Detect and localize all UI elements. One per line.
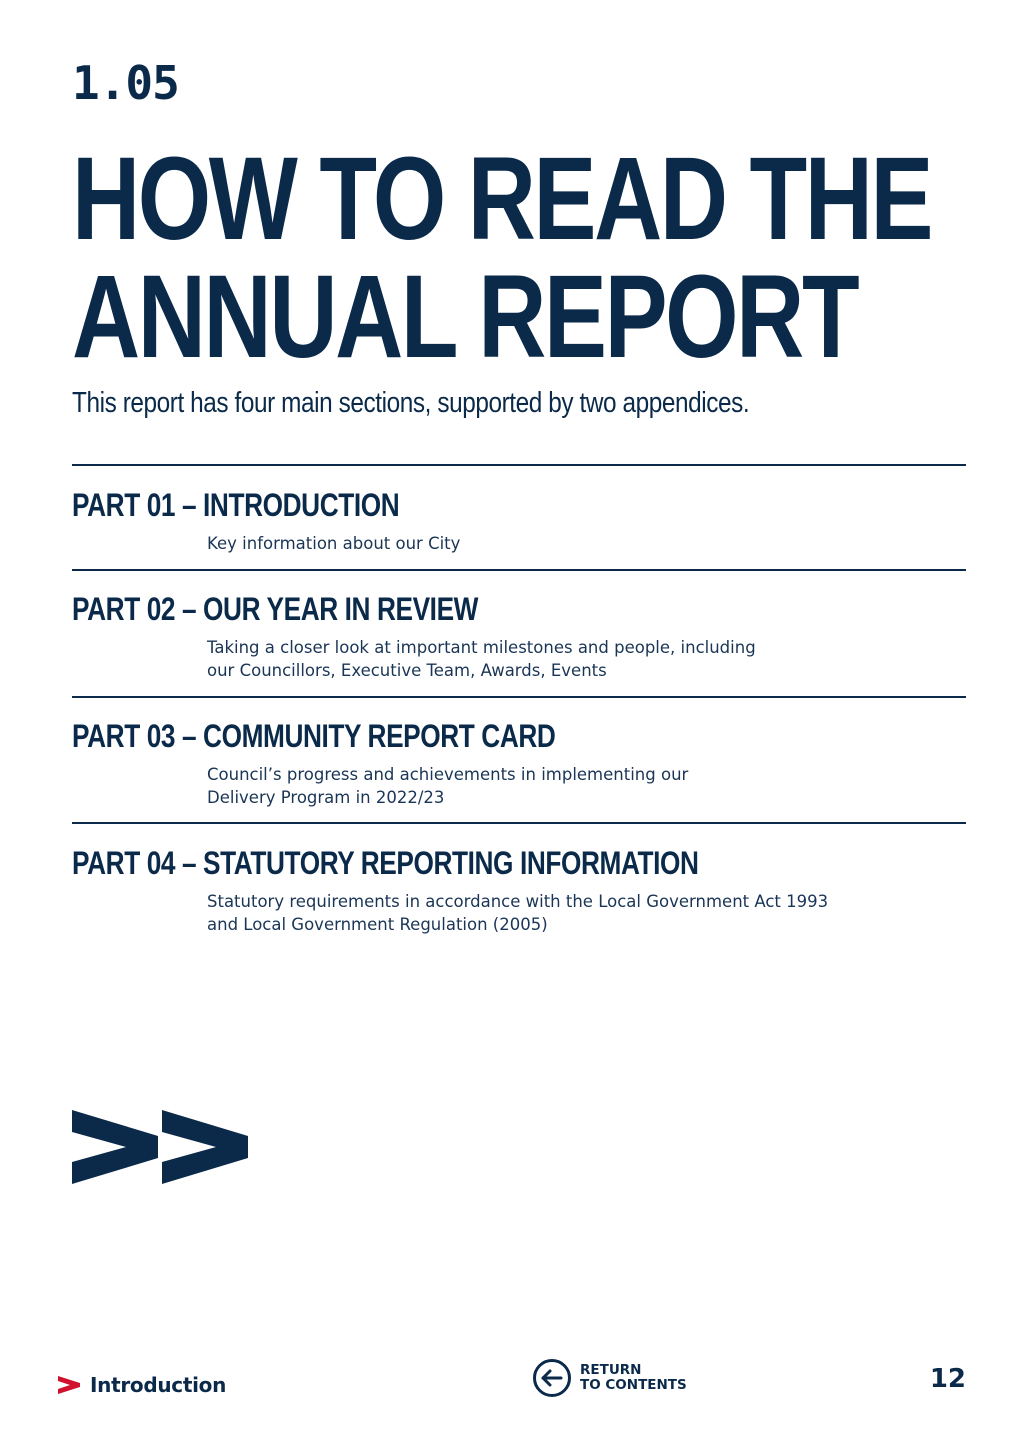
divider [72,569,966,571]
part-01-section [72,487,966,556]
page-title-line-1: HOW TO READ THE [72,133,932,265]
part-04-section [72,845,966,936]
return-to-contents-link[interactable] [532,1358,687,1398]
arrow-left-circle-icon [532,1358,572,1398]
part-02-section [72,591,966,682]
part-01-heading: PART 01 – INTRODUCTION [72,487,400,523]
part-01-description-line: Key information about our City [207,534,461,553]
divider [72,696,966,698]
part-02-description [207,637,907,682]
return-to-contents-label [580,1363,687,1393]
page-subtitle: This report has four main sections, supported by two appendices. [72,387,750,419]
part-04-description-line: and Local Government Regulation (2005) [207,914,548,934]
footer-section-name: Introduction [90,1373,227,1397]
page-title-line-2: ANNUAL REPORT [72,251,858,383]
return-label-line-1: RETURN [580,1362,642,1378]
part-03-heading: PART 03 – COMMUNITY REPORT CARD [72,718,556,754]
divider [72,464,966,466]
part-01-description [207,533,907,556]
part-02-description-line: Taking a closer look at important milestones and people, including [207,638,756,657]
section-number: 1.05 [72,56,179,110]
double-chevron-right-icon [72,1110,248,1184]
part-02-heading: PART 02 – OUR YEAR IN REVIEW [72,591,479,627]
part-03-section [72,718,966,809]
part-04-description [207,891,907,936]
divider [72,822,966,824]
part-04-description-line: Statutory requirements in accordance with the Local Government Act 1993 [207,892,829,911]
page-number: 12 [929,1364,966,1394]
part-02-description-line: our Councillors, Executive Team, Awards, Events [207,660,607,680]
part-03-description-line: Delivery Program in 2022/23 [207,787,445,807]
part-03-description [207,764,907,809]
page-title [72,133,932,383]
part-03-description-line: Council’s progress and achievements in implementing our [207,765,689,784]
footer-section-label [58,1370,226,1400]
chevron-right-icon [58,1376,80,1394]
return-label-line-2: TO CONTENTS [580,1377,687,1393]
part-04-heading: PART 04 – STATUTORY REPORTING INFORMATION [72,845,699,881]
